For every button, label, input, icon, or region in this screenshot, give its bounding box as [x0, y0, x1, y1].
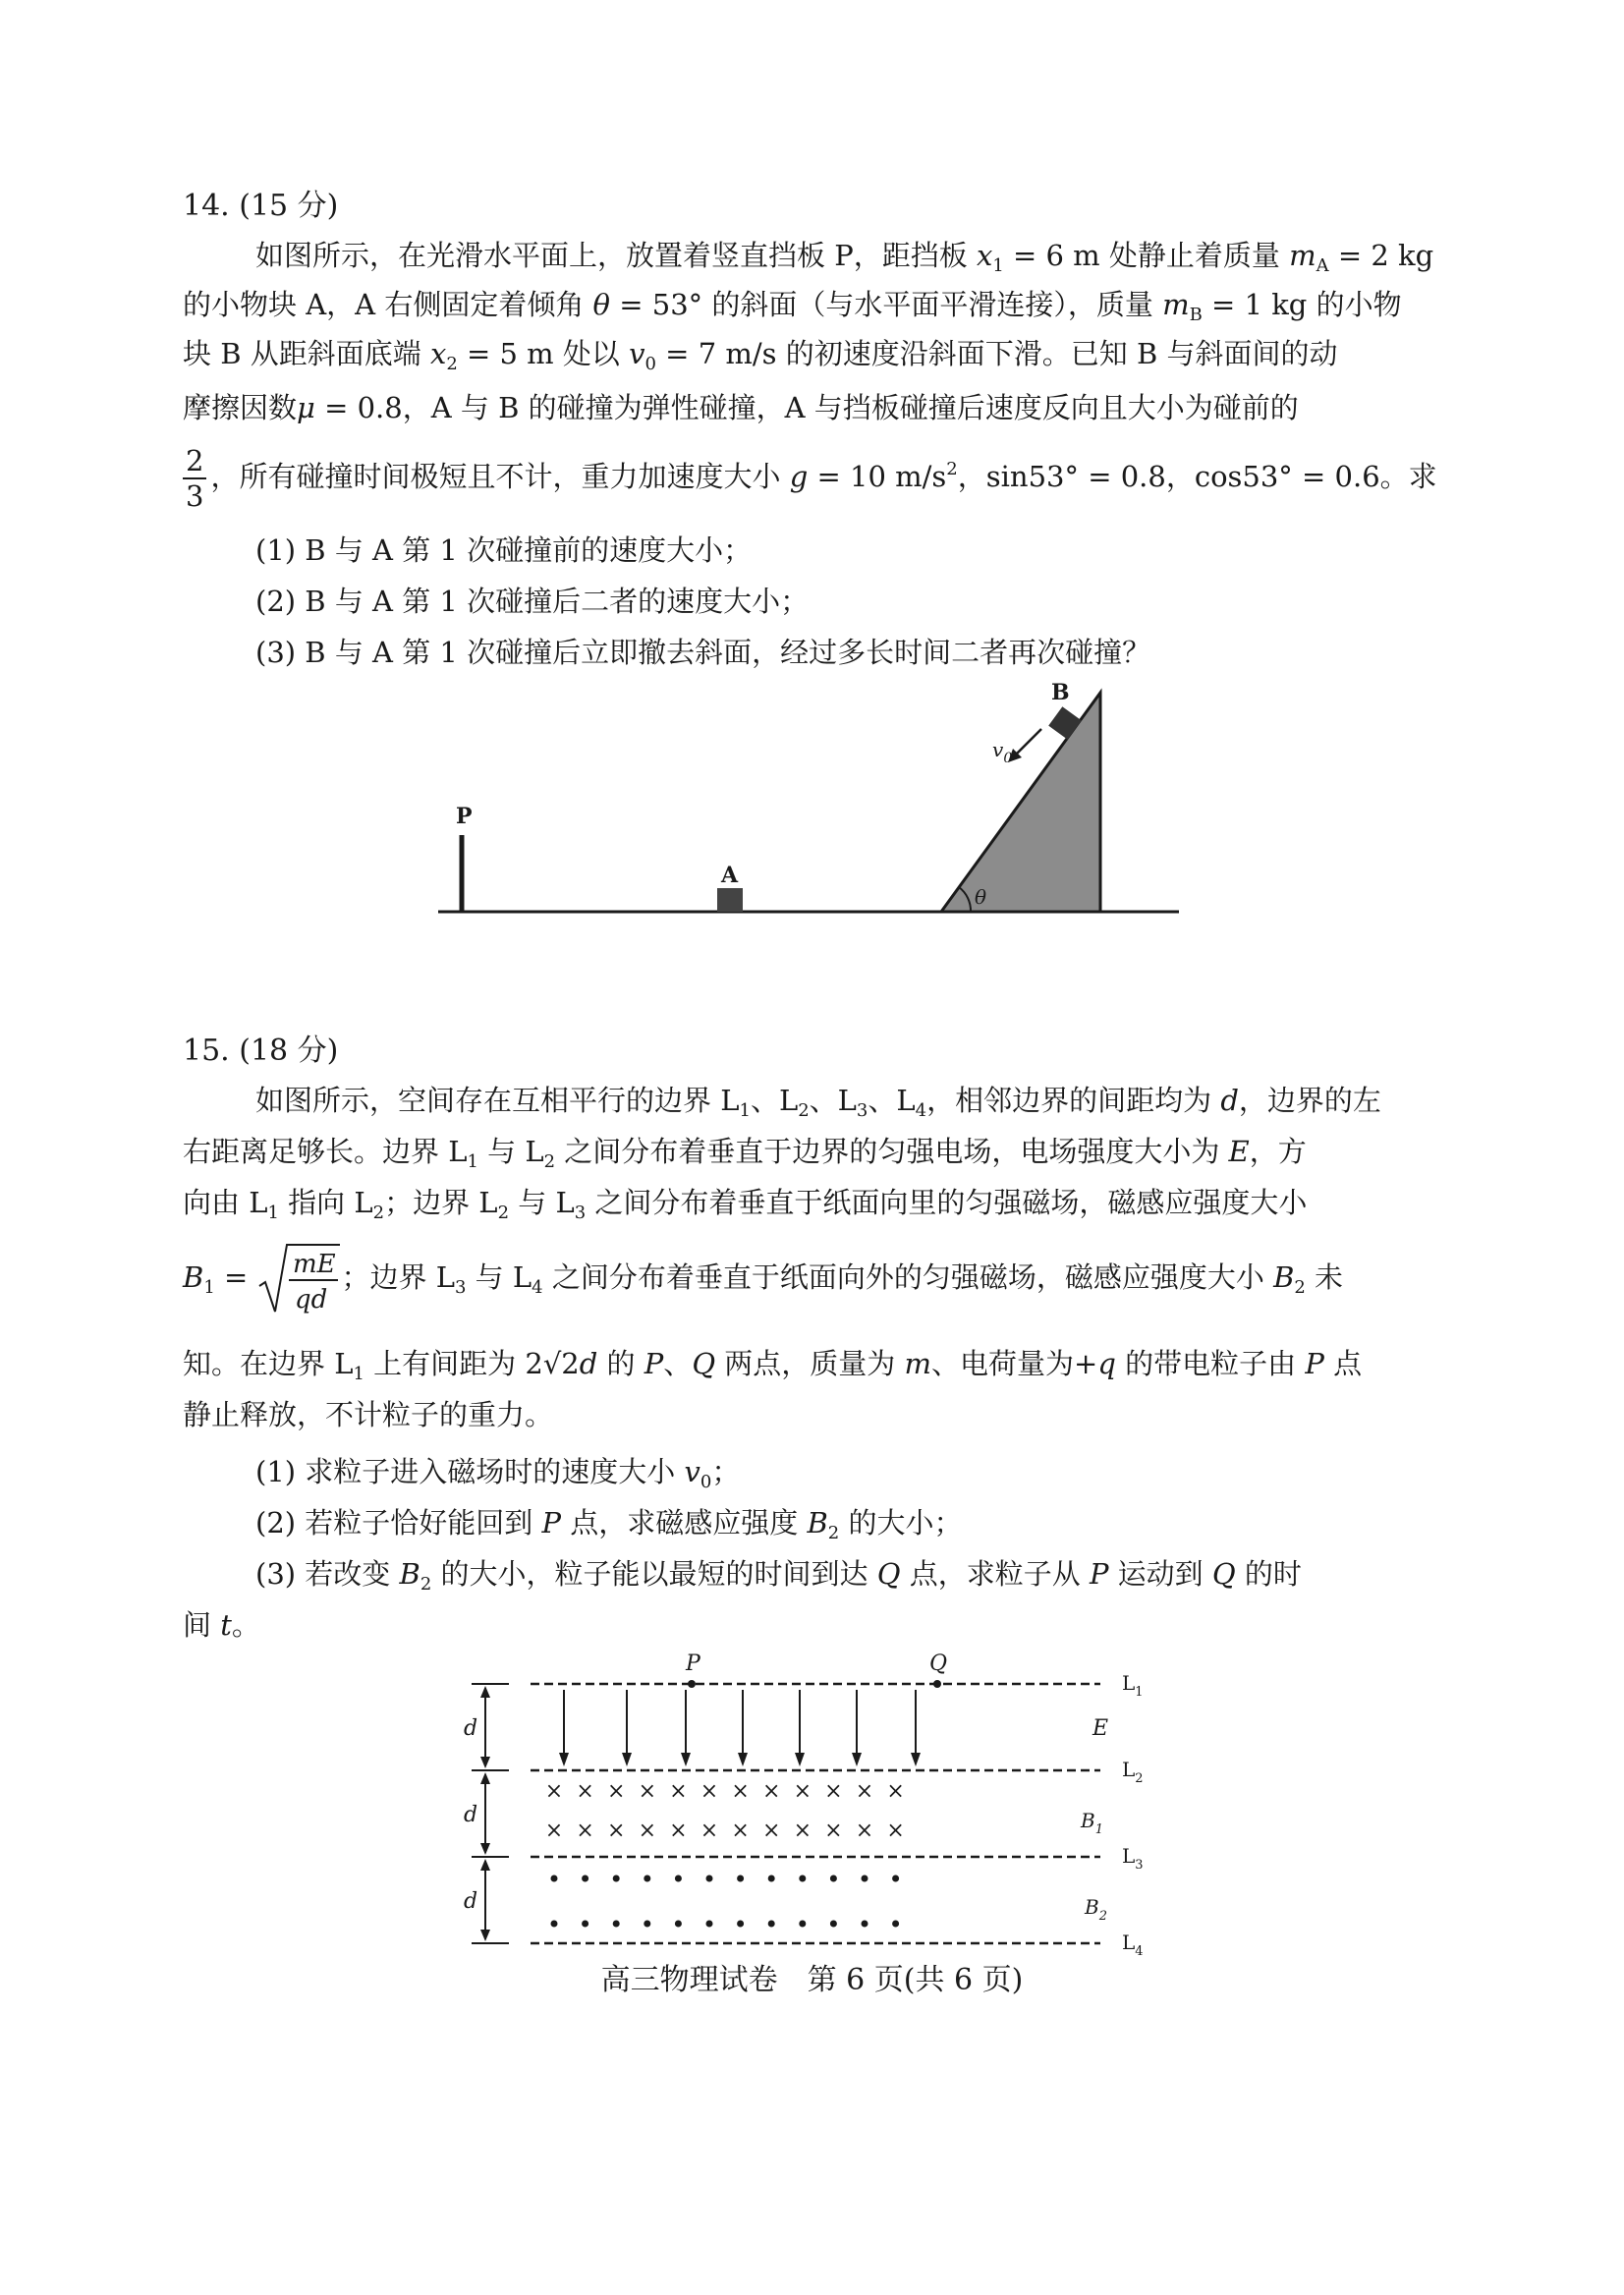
cross-mark: × — [855, 1819, 874, 1843]
cross-mark: × — [669, 1779, 688, 1804]
point-P — [688, 1680, 696, 1688]
q14-subquestion-2: (2) B 与 A 第 1 次碰撞后二者的速度大小； — [255, 585, 810, 618]
label-v0: $v_0$ — [992, 738, 1013, 766]
dot-mark — [768, 1875, 775, 1882]
q15-line-2: 右距离足够长。边界 $L_1$ 与 $L_2$ 之间分布着垂直于边界的匀强电场，电场强度大小为 E，方 — [183, 1135, 1307, 1172]
fraction-two-thirds: $\frac{2}{3}$ — [183, 444, 206, 513]
dot-mark — [862, 1921, 868, 1928]
dot-mark — [551, 1921, 558, 1928]
field-arrowhead-6 — [852, 1753, 862, 1766]
q14-header — [183, 187, 338, 226]
q14-line-5: $\frac{2}{3}$ ，所有碰撞时间极短且不计，重力加速度大小 g = 10 $m/s^2$，sin53° = 0.8，cos53° = 0.6。求 — [183, 437, 1437, 516]
cross-mark: × — [606, 1819, 626, 1843]
label-P: P — [686, 1651, 700, 1676]
q15-line-3: 向由 $L_1$ 指向 $L_2$；边界 $L_2$ 与 $L_3$ 之间分布着垂直于纸面向里的匀强磁场，磁感应强度大小 — [183, 1186, 1308, 1223]
label-A: A — [721, 863, 739, 888]
field-arrowhead-3 — [681, 1753, 691, 1766]
dot-mark — [551, 1875, 558, 1882]
q15-subquestion-3: (3) 若改变 $B_2$ 的大小，粒子能以最短的时间到达 Q 点，求粒子从 P 运动到 Q 的时 — [255, 1557, 1302, 1595]
q15-subquestion-3-cont: 间 t。 — [183, 1608, 260, 1642]
dot-mark — [830, 1921, 837, 1928]
q15-header — [183, 1032, 338, 1071]
dot-mark — [706, 1921, 713, 1928]
svg-text:mE: mE — [292, 1250, 336, 1279]
cross-mark: × — [544, 1779, 564, 1804]
q15-line-5: 知。在边界 $L_1$ 上有间距为 2√2d 的 P、Q 两点，质量为 m、电荷量为+q 的带电粒子由 P 点 — [183, 1347, 1363, 1384]
field-arrowhead-7 — [911, 1753, 921, 1766]
magnetic-field-into-page — [545, 1779, 905, 1843]
dot-mark — [706, 1875, 713, 1882]
cross-mark: × — [731, 1819, 750, 1843]
block-A — [717, 888, 743, 912]
label-B2: $B_2$ — [1085, 1895, 1107, 1924]
label-L3: $L_3$ — [1122, 1844, 1144, 1873]
q15-line-1: 如图所示，空间存在互相平行的边界 $L_1$、$L_2$、$L_3$、$L_4$，相邻边界的间距均为 d，边界的左 — [255, 1084, 1381, 1121]
q14-number: 14. — [183, 189, 230, 223]
q15-line-6: 静止释放，不计粒子的重力。 — [183, 1398, 554, 1431]
q14-line-2: 的小物块 A，A 右侧固定着倾角 θ = 53° 的斜面（与水平面平滑连接），质量 $m_B = 1$ kg 的小物 — [183, 288, 1402, 325]
q15-line-4: $B_1$ = mE qd ；边界 $L_3$ 与 $L_4$ 之间分布着垂直于纸面向外的匀强磁场，磁感应强度大小 $B_2$ 未 — [183, 1238, 1343, 1319]
cross-mark: × — [761, 1819, 781, 1843]
field-arrowhead-4 — [738, 1753, 748, 1766]
cross-mark: × — [761, 1779, 781, 1804]
point-Q — [933, 1680, 941, 1688]
label-L2: $L_2$ — [1122, 1758, 1144, 1786]
cross-mark: × — [576, 1819, 594, 1843]
label-d-1: d — [464, 1716, 478, 1741]
cross-mark: × — [824, 1819, 843, 1843]
cross-mark: × — [855, 1779, 874, 1804]
cross-mark: × — [731, 1779, 750, 1804]
cross-mark: × — [638, 1779, 657, 1804]
dot-mark — [737, 1875, 744, 1882]
dot-mark — [582, 1875, 588, 1882]
dot-mark — [830, 1875, 837, 1882]
dot-mark — [862, 1875, 868, 1882]
dot-mark — [737, 1921, 744, 1928]
label-P: P — [456, 804, 473, 829]
q15-number: 15. — [183, 1034, 230, 1068]
dot-mark — [613, 1875, 620, 1882]
label-Q: Q — [929, 1651, 948, 1676]
cross-mark: × — [793, 1779, 812, 1804]
label-L1: $L_1$ — [1122, 1671, 1144, 1700]
cross-mark: × — [669, 1819, 688, 1843]
cross-mark: × — [886, 1779, 905, 1804]
q14-subquestion-3: (3) B 与 A 第 1 次碰撞后立即撤去斜面，经过多长时间二者再次碰撞？ — [255, 636, 1151, 669]
label-L4: $L_4$ — [1122, 1931, 1144, 1959]
svg-text:qd: qd — [294, 1285, 327, 1315]
cross-mark: × — [606, 1779, 626, 1804]
field-arrowhead-1 — [559, 1753, 569, 1766]
q15-subquestion-2: (2) 若粒子恰好能回到 P 点，求磁感应强度 $B_2$ 的大小； — [255, 1506, 963, 1543]
cross-mark: × — [638, 1819, 657, 1843]
velocity-arrow — [1014, 729, 1041, 756]
cross-mark: × — [886, 1819, 905, 1843]
label-d-2: d — [464, 1803, 478, 1827]
dot-mark — [768, 1921, 775, 1928]
cross-mark: × — [700, 1819, 719, 1843]
dot-mark — [613, 1921, 620, 1928]
electric-field-arrows — [559, 1690, 921, 1766]
dot-mark — [582, 1921, 588, 1928]
dot-mark — [675, 1875, 682, 1882]
field-arrowhead-2 — [622, 1753, 632, 1766]
label-E: E — [1092, 1716, 1109, 1741]
dot-mark — [644, 1921, 650, 1928]
dot-mark — [799, 1875, 806, 1882]
dot-mark — [799, 1921, 806, 1928]
cross-mark: × — [793, 1819, 812, 1843]
cross-mark: × — [824, 1779, 843, 1804]
cross-mark: × — [576, 1779, 594, 1804]
dot-mark — [644, 1875, 650, 1882]
q14-subquestion-1: (1) B 与 A 第 1 次碰撞前的速度大小； — [255, 533, 753, 567]
magnetic-field-out-of-page — [551, 1875, 900, 1928]
q14-line-3: 块 B 从距斜面底端 $x_2 = 5$ m 处以 $v_0 = 7$ m/s 的初速度沿斜面下滑。已知 B 与斜面间的动 — [183, 337, 1338, 374]
page-footer: 高三物理试卷 第 6 页(共 6 页) — [600, 1963, 1024, 1997]
dot-mark — [892, 1921, 899, 1928]
label-d-3: d — [464, 1889, 478, 1914]
dot-mark — [675, 1921, 682, 1928]
label-theta: θ — [975, 885, 987, 909]
cross-mark: × — [544, 1819, 564, 1843]
label-B1: $B_1$ — [1081, 1809, 1103, 1837]
q14-line-1: 如图所示，在光滑水平面上，放置着竖直挡板 P，距挡板 $x_1 = 6$ m 处静止着质量 $m_A = 2$ kg — [255, 239, 1434, 276]
q14-score: (15 分) — [239, 189, 339, 223]
field-arrowhead-5 — [795, 1753, 805, 1766]
q14-figure — [413, 678, 1199, 933]
dot-mark — [892, 1875, 899, 1882]
q15-score: (18 分) — [239, 1034, 339, 1068]
sqrt-fraction — [257, 1239, 342, 1319]
q15-subquestion-1: (1) 求粒子进入磁场时的速度大小 $v_0$； — [255, 1455, 741, 1492]
cross-mark: × — [700, 1779, 719, 1804]
q14-line-4: 摩擦因数μ = 0.8，A 与 B 的碰撞为弹性碰撞，A 与挡板碰撞后速度反向且大小为碰前的 — [183, 391, 1299, 424]
q15-figure — [452, 1651, 1159, 1985]
label-B: B — [1051, 680, 1070, 705]
